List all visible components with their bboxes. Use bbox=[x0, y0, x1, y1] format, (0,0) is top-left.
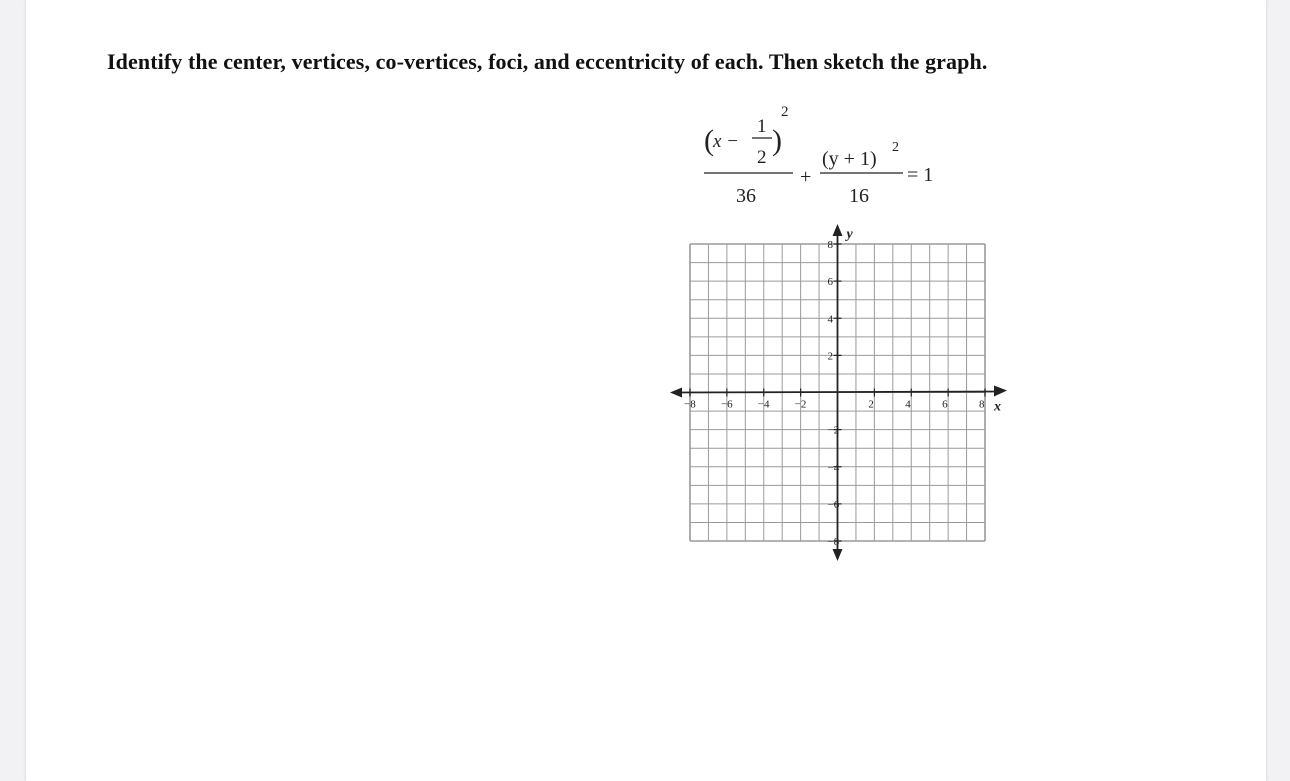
x-tick-label: −8 bbox=[684, 398, 696, 411]
term1-close-paren: ) bbox=[772, 124, 782, 157]
x-tick-label: 2 bbox=[868, 398, 874, 411]
equation-rhs: = 1 bbox=[907, 164, 934, 186]
y-axis-down-arrow-icon bbox=[833, 549, 843, 561]
x-tick-label: −2 bbox=[794, 398, 807, 411]
x-tick-label: 6 bbox=[942, 398, 948, 411]
y-axis-label: y bbox=[846, 227, 853, 242]
y-tick-label: −4 bbox=[827, 461, 840, 474]
term1-frac-denominator: 2 bbox=[757, 147, 767, 168]
y-axis-up-arrow-icon bbox=[833, 224, 843, 236]
term1-denominator: 36 bbox=[736, 185, 756, 207]
x-axis-left-arrow-icon bbox=[670, 388, 682, 398]
x-axis-label: x bbox=[994, 399, 1001, 415]
term1-x-minus: x − bbox=[713, 131, 740, 152]
x-tick-label: −6 bbox=[720, 398, 733, 411]
plus-sign: + bbox=[800, 166, 812, 188]
term2-denominator: 16 bbox=[849, 185, 869, 207]
y-tick-label: −2 bbox=[827, 424, 840, 437]
tick-labels bbox=[684, 239, 985, 548]
y-tick-label: 4 bbox=[827, 313, 833, 326]
x-tick-label: −4 bbox=[757, 398, 770, 411]
y-tick-label: 6 bbox=[827, 276, 833, 289]
term1-open-paren: ( bbox=[704, 124, 714, 157]
term2-exponent: 2 bbox=[892, 140, 899, 155]
x-axis-right-arrow-icon bbox=[994, 386, 1007, 397]
term1-frac-numerator: 1 bbox=[757, 116, 767, 137]
x-tick-label: 8 bbox=[979, 398, 985, 411]
x-tick-label: 4 bbox=[905, 398, 911, 411]
instruction-text: Identify the center, vertices, co-vertices, foci, and eccentricity of each. Then sketch the graph. bbox=[107, 49, 988, 74]
y-tick-label: 8 bbox=[827, 239, 833, 251]
y-tick-label: −6 bbox=[827, 498, 840, 511]
term2-numerator: (y + 1) bbox=[822, 148, 877, 170]
term1-exponent: 2 bbox=[781, 104, 789, 120]
y-tick-label: 2 bbox=[827, 350, 833, 363]
y-tick-label: −8 bbox=[827, 536, 840, 548]
